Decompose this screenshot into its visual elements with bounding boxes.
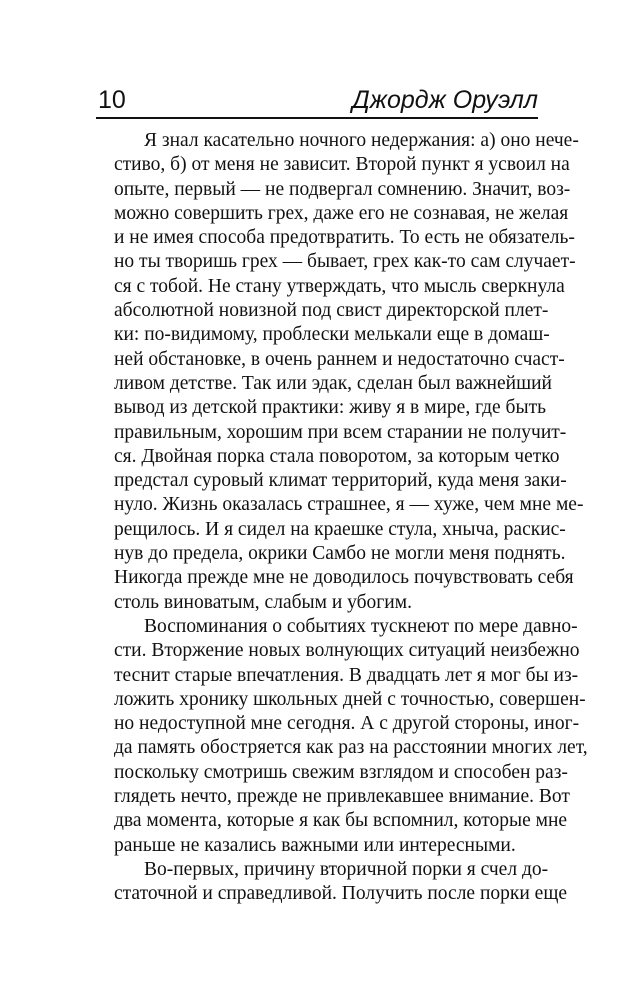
text-line: нуло. Жизнь оказалась страшнее, я — хуже, чем мне ме- [114,494,584,516]
text-line: ся. Двойная порка стала поворотом, за которым четко [114,445,560,467]
text-line: рещилось. И я сидел на краешке стула, хныча, раскис- [114,518,566,540]
text-line: можно совершить грех, даже его не сознавая, не желая [114,202,569,224]
text-line: опыте, первый — не подвергал сомнению. Значит, воз- [114,178,571,200]
text-line: но недоступной мне сегодня. А с другой стороны, иног- [114,713,580,735]
text-line: два момента, которые я как бы вспомнил, которые мне [114,810,568,832]
text-line: Я знал касательно ночного недержания: а) оно нече- [144,130,579,151]
page-number: 10 [98,86,126,114]
text-line: ней обстановке, в очень раннем и недостаточно счаст- [114,348,565,370]
text-line: Воспоминания о событиях тускнеют по мере давно- [144,615,578,637]
text-line: ливом детстве. Так или эдак, сделан был важнейший [114,372,552,394]
text-line: раньше не казались важными или интересными. [114,834,516,856]
text-line: да память обостряется как раз на расстоянии многих лет, [114,737,588,759]
text-line: статочной и справедливой. Получить после порки еще [114,883,567,905]
text-line: теснит старые впечатления. В двадцать лет я мог бы из- [114,664,579,686]
header-rule [96,117,538,119]
text-line: но ты творишь грех — бывает, грех как-то сам случает- [114,251,576,273]
text-line: нув до предела, окрики Самбо не могли меня поднять. [114,543,566,565]
text-line: столь виноватым, слабым и убогим. [114,591,412,613]
text-line: ся с тобой. Не стану утверждать, что мысль сверкнула [114,275,565,297]
text-line: правильным, хорошим при всем старании не получит- [114,421,567,443]
text-line: сти. Вторжение новых волнующих ситуаций неизбежно [114,640,580,662]
paragraph [114,858,567,907]
text-line: вывод из детской практики: живу я в мире, где быть [114,397,546,419]
text-line: ложить хронику школьных дней с точностью, совершен- [114,688,586,710]
text-line: предстал суровый климат территорий, куда меня заки- [114,470,567,492]
body-text [114,129,588,907]
paragraph [114,615,588,858]
text-line: и не имея способа предотвратить. То есть не обязатель- [114,227,575,249]
running-head-author: Джордж Оруэлл [352,86,538,114]
text-line: глядеть нечто, прежде не привлекавшее внимание. Вот [114,786,570,808]
text-line: стиво, б) от меня не зависит. Второй пункт я усвоил на [114,154,570,176]
text-line: абсолютной новизной под свист директорской плет- [114,300,549,322]
text-line: Никогда прежде мне не доводилось почувствовать себя [114,567,574,589]
page-header [96,86,538,114]
text-line: поскольку смотришь свежим взглядом и способен раз- [114,761,568,783]
text-line: ки: по-видимому, проблески мелькали еще в домаш- [114,324,550,346]
text-line: Во-первых, причину вторичной порки я счел до- [144,858,549,880]
paragraph [114,129,584,615]
